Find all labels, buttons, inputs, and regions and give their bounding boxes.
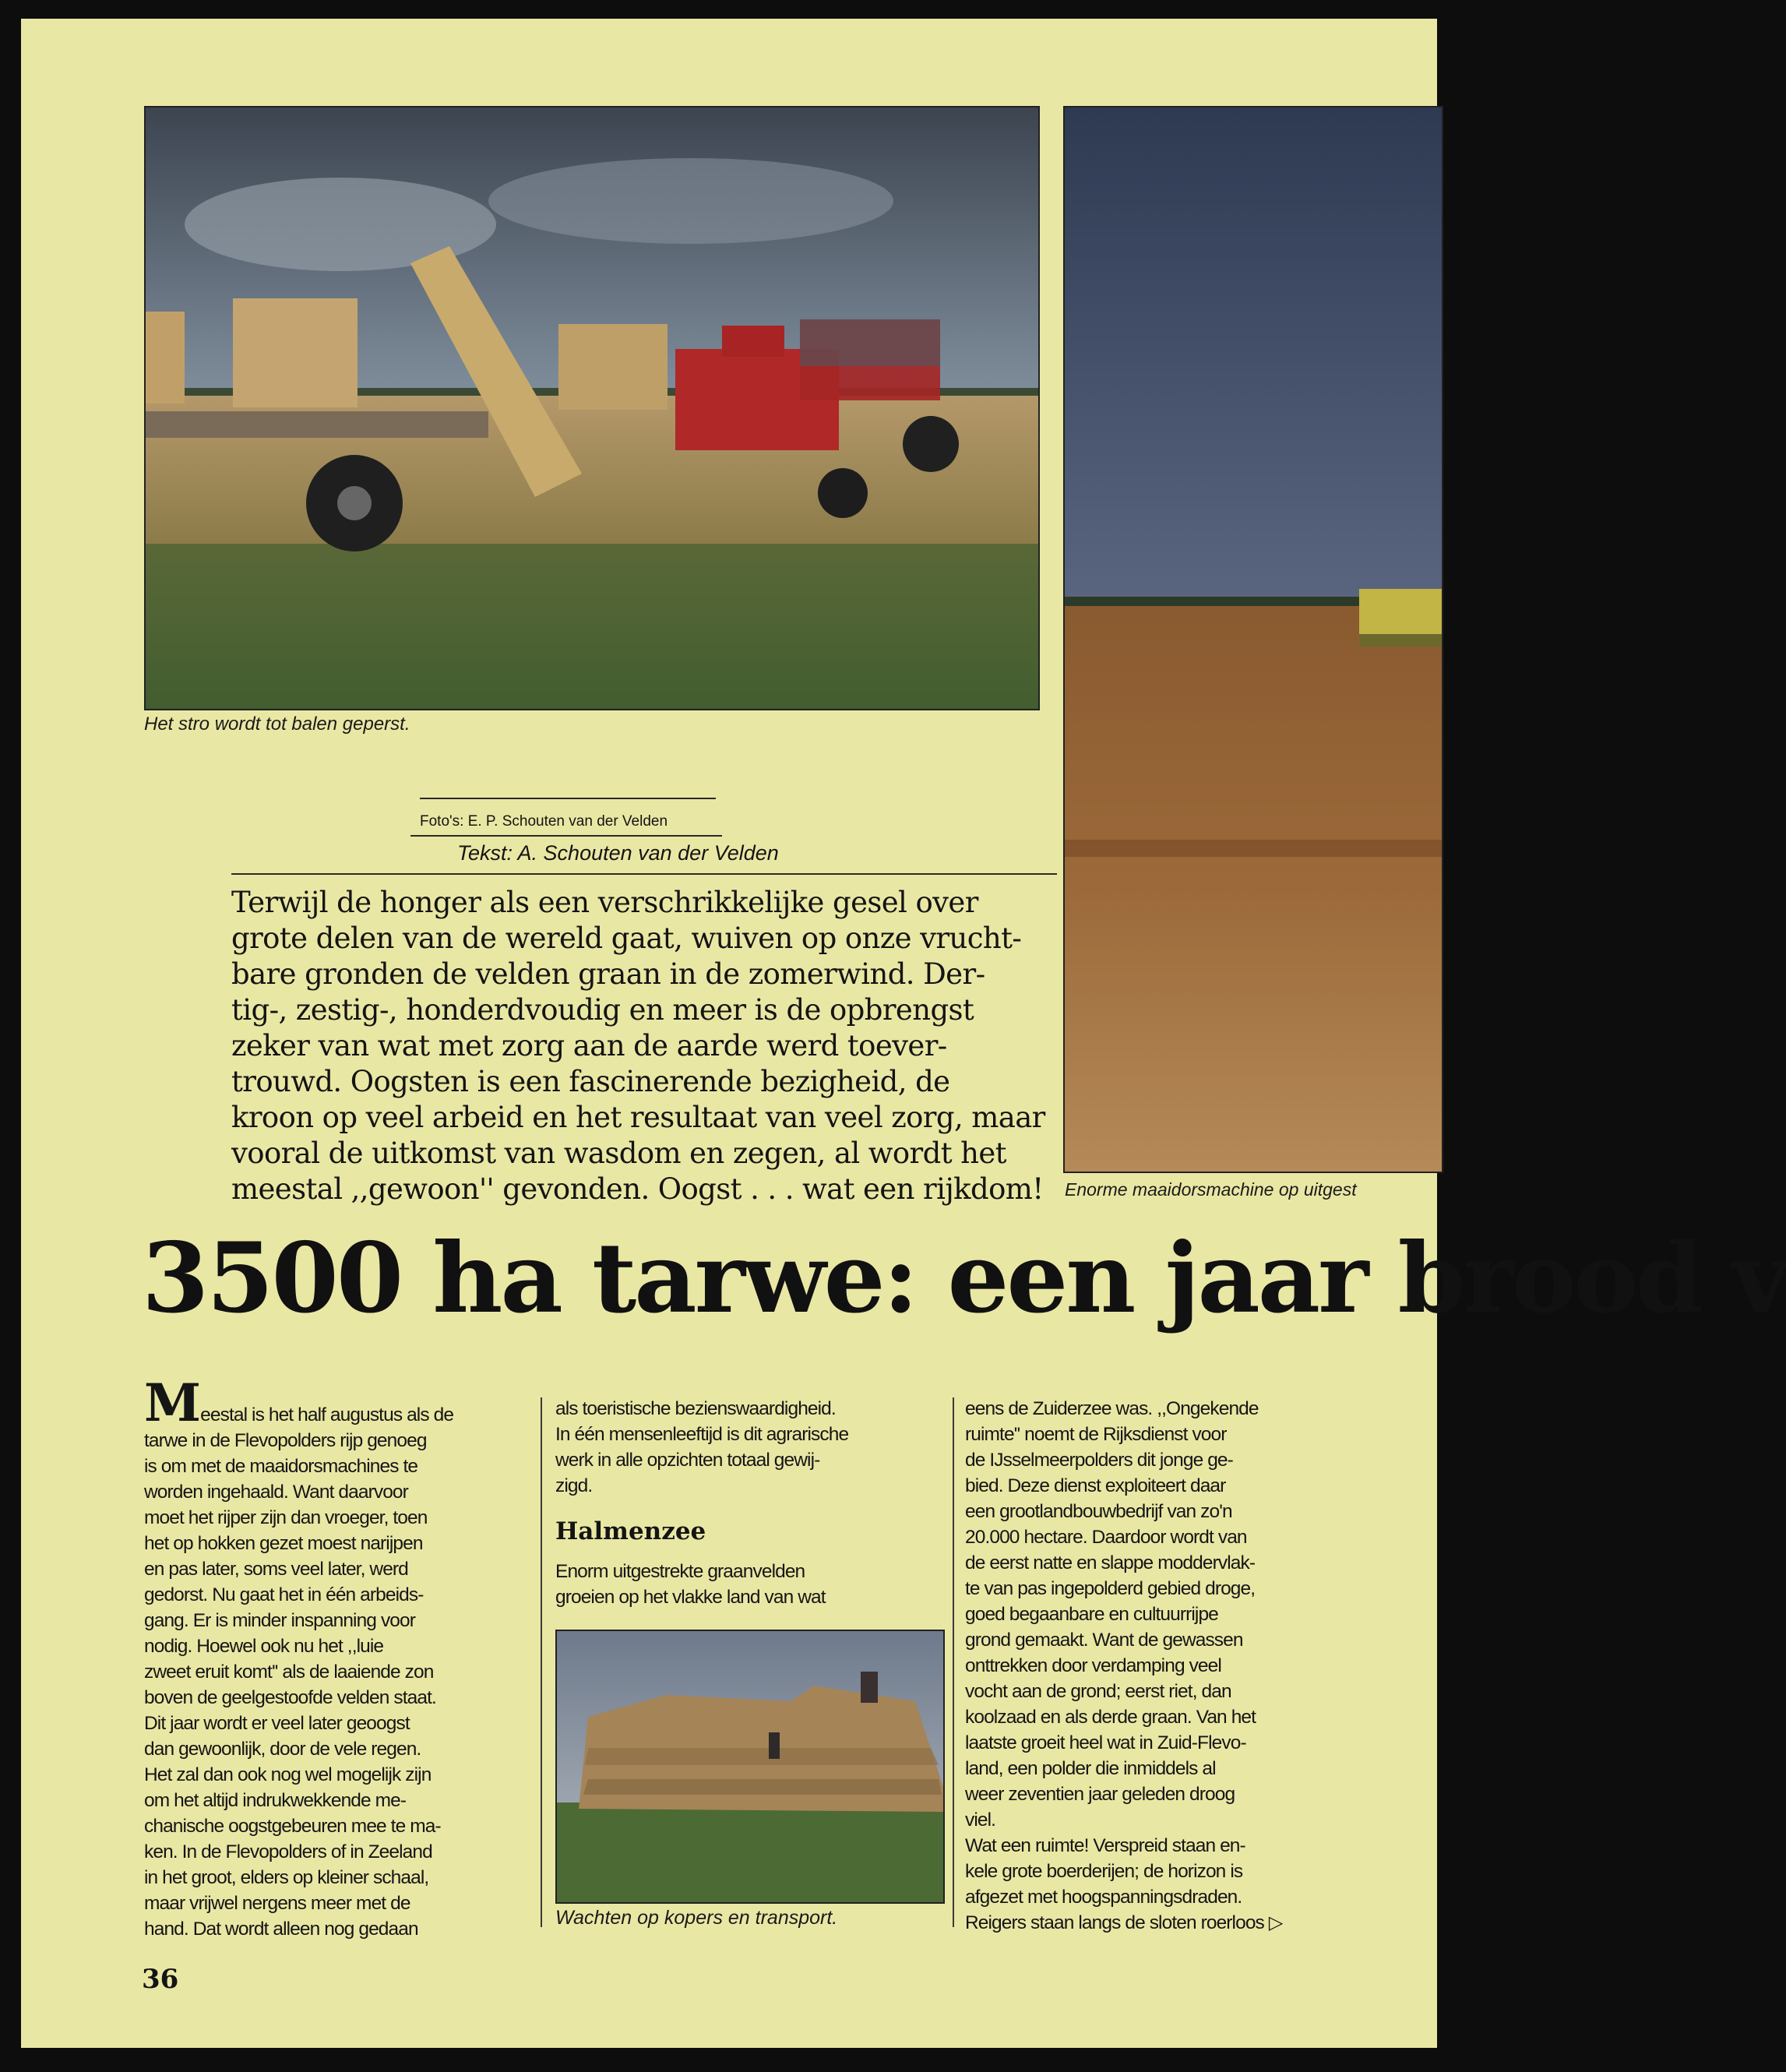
- photo-bale-stack: [555, 1630, 945, 1904]
- col3-line: laatste groeit heel wat in Zuid-Flevo-: [965, 1732, 1246, 1753]
- col3-line: Reigers staan langs de sloten roerloos: [965, 1912, 1264, 1933]
- col3-line: eens de Zuiderzee was. ,,Ongekende: [965, 1398, 1259, 1419]
- caption-baler: Het stro wordt tot balen geperst.: [144, 714, 410, 735]
- col1-line: ken. In de Flevopolders of in Zeeland: [144, 1841, 432, 1862]
- body-column-2-continued: [555, 1559, 960, 1610]
- col1-line: gang. Er is minder inspanning voor: [144, 1610, 416, 1631]
- intro-line: meestal ,,gewoon'' gevonden. Oogst . . . wat een rijkdom!: [231, 1172, 1044, 1206]
- intro-line: kroon op veel arbeid en het resultaat van veel zorg, maar: [231, 1101, 1045, 1134]
- col3-line: land, een polder die inmiddels al: [965, 1758, 1216, 1779]
- credits-rule-top: [420, 798, 716, 799]
- col2-line: werk in alle opzichten totaal gewij-: [555, 1450, 820, 1471]
- col1-line: moet het rijper zijn dan vroeger, toen: [144, 1507, 428, 1528]
- col1-line: maar vrijwel nergens meer met de: [144, 1893, 410, 1914]
- intro-line: tig-, zestig-, honderdvoudig en meer is de opbrengst: [231, 993, 974, 1027]
- intro-paragraph: [231, 885, 1073, 1207]
- intro-line: trouwd. Oogsten is een fascinerende bezigheid, de: [231, 1065, 950, 1098]
- col1-line: om het altijd indrukwekkende me-: [144, 1790, 407, 1811]
- continue-arrow-icon: ▷: [1268, 1912, 1283, 1933]
- col2-line: In één mensenleeftijd is dit agrarische: [555, 1424, 849, 1445]
- col1-line: zweet eruit komt'' als de laaiende zon: [144, 1661, 434, 1683]
- credits-rule-mid: [410, 835, 722, 837]
- col1-line: is om met de maaidorsmachines te: [144, 1456, 418, 1477]
- section-subheading: Halmenzee: [555, 1517, 706, 1545]
- col3-line: de eerst natte en slappe moddervlak-: [965, 1552, 1256, 1573]
- col3-last-line: [965, 1910, 1401, 1936]
- caption-bale-stack: Wachten op kopers en transport.: [555, 1907, 838, 1929]
- column-rule-2: [953, 1397, 954, 1927]
- col3-line: koolzaad en als derde graan. Van het: [965, 1707, 1256, 1728]
- col3-line: grond gemaakt. Want de gewassen: [965, 1630, 1243, 1651]
- intro-line: vooral de uitkomst van wasdom en zegen, al wordt het: [231, 1136, 1006, 1170]
- credits-rule-bottom: [231, 873, 1057, 875]
- col1-line: nodig. Hoewel ook nu het ,,luie: [144, 1636, 384, 1657]
- col1-line: Dit jaar wordt er veel later geoogst: [144, 1713, 410, 1734]
- col2-line: Enorm uitgestrekte graanvelden: [555, 1561, 805, 1582]
- col1-line: Het zal dan ook nog wel mogelijk zijn: [144, 1764, 432, 1785]
- body-column-2: [555, 1396, 960, 1499]
- photo-baler: [144, 106, 1040, 710]
- col1-line: en pas later, soms veel later, werd: [144, 1559, 408, 1580]
- body-column-1: [144, 1373, 534, 1942]
- col2-line: zigd.: [555, 1475, 593, 1496]
- drop-cap: M: [144, 1373, 201, 1433]
- intro-line: bare gronden de velden graan in de zomerwind. Der-: [231, 957, 985, 991]
- col1-first-line: [144, 1373, 534, 1433]
- col3-line: goed begaanbare en cultuurrijpe: [965, 1604, 1218, 1625]
- col3-line: de IJsselmeerpolders dit jonge ge-: [965, 1450, 1233, 1471]
- page-number: 36: [142, 1964, 179, 1995]
- magazine-page: [21, 19, 1786, 2048]
- col3-line: Wat een ruimte! Verspreid staan en-: [965, 1835, 1245, 1856]
- photo-credit: Foto's: E. P. Schouten van der Velden: [420, 813, 668, 830]
- intro-line: Terwijl de honger als een verschrikkelijke gesel over: [231, 886, 978, 919]
- caption-combine: Enorme maaidorsmachine op uitgest: [1065, 1179, 1357, 1200]
- col1-line: tarwe in de Flevopolders rijp genoeg: [144, 1430, 427, 1451]
- body-column-3: [965, 1396, 1401, 1936]
- col1-line: dan gewoonlijk, door de vele regen.: [144, 1739, 421, 1760]
- col2-line: groeien op het vlakke land van wat: [555, 1587, 826, 1608]
- column-rule-1: [541, 1397, 542, 1927]
- intro-line: zeker van wat met zorg aan de aarde werd toever-: [231, 1029, 947, 1062]
- col3-line: ruimte'' noemt de Rijksdienst voor: [965, 1424, 1227, 1445]
- col1-line: gedorst. Nu gaat het in één arbeids-: [144, 1584, 424, 1605]
- col1-first-text: eestal is het half augustus als de: [200, 1404, 454, 1425]
- col1-line: het op hokken gezet moest narijpen: [144, 1533, 423, 1554]
- col3-line: viel.: [965, 1809, 996, 1831]
- col1-line: boven de geelgestoofde velden staat.: [144, 1687, 436, 1708]
- col1-line: chanische oogstgebeuren mee te ma-: [144, 1816, 441, 1837]
- col1-line: hand. Dat wordt alleen nog gedaan: [144, 1919, 418, 1940]
- col3-line: onttrekken door verdamping veel: [965, 1655, 1221, 1676]
- photo-combine: [1063, 106, 1443, 1173]
- col3-line: bied. Deze dienst exploiteert daar: [965, 1475, 1226, 1496]
- article-headline: 3500 ha tarwe: een jaar brood v: [142, 1222, 1786, 1335]
- col3-line: 20.000 hectare. Daardoor wordt van: [965, 1527, 1247, 1548]
- col2-line: als toeristische bezienswaardigheid.: [555, 1398, 836, 1419]
- col3-line: weer zeventien jaar geleden droog: [965, 1784, 1235, 1805]
- col3-line: kele grote boerderijen; de horizon is: [965, 1861, 1243, 1882]
- intro-line: grote delen van de wereld gaat, wuiven op onze vrucht-: [231, 921, 1022, 955]
- col1-line: worden ingehaald. Want daarvoor: [144, 1482, 408, 1503]
- col1-line: in het groot, elders op kleiner schaal,: [144, 1867, 429, 1888]
- col3-line: vocht aan de grond; eerst riet, dan: [965, 1681, 1231, 1702]
- col3-line: te van pas ingepolderd gebied droge,: [965, 1578, 1256, 1599]
- text-credit: Tekst: A. Schouten van der Velden: [457, 841, 779, 865]
- col3-line: afgezet met hoogspanningsdraden.: [965, 1887, 1242, 1908]
- col3-line: een grootlandbouwbedrijf van zo'n: [965, 1501, 1232, 1522]
